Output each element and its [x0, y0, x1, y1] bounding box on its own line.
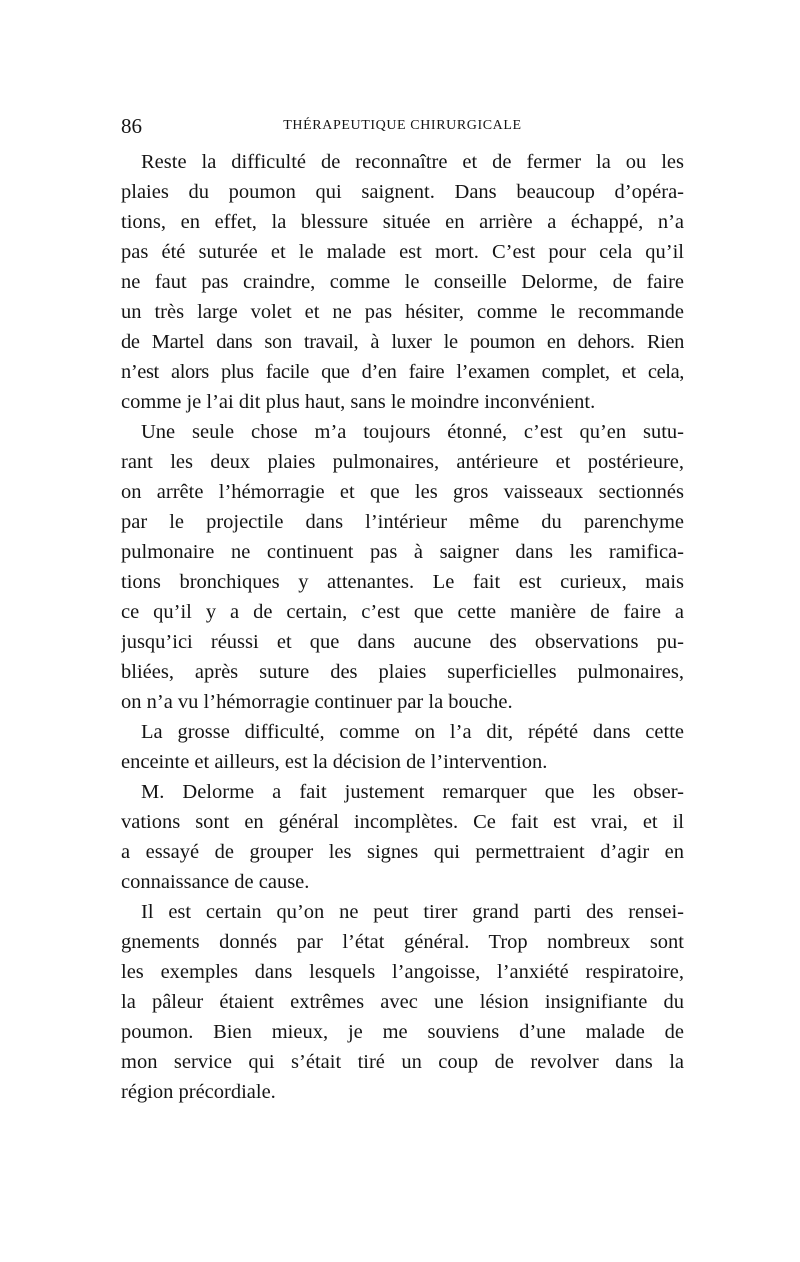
paragraph	[121, 777, 684, 897]
text-line: pulmonaire ne continuent pas à saigner dans les ramifica-	[121, 541, 684, 563]
paragraph	[121, 417, 684, 717]
text-line: rant les deux plaies pulmonaires, antérieure et postérieure,	[121, 451, 684, 473]
text-line: ce qu’il y a de certain, c’est que cette manière de faire a	[121, 601, 684, 623]
text-line: pas été suturée et le malade est mort. C’est pour cela qu’il	[121, 241, 684, 263]
text-line: comme je l’ai dit plus haut, sans le moindre inconvénient.	[121, 391, 596, 413]
text-line: a essayé de grouper les signes qui permettraient d’agir en	[121, 841, 684, 863]
text-line: on n’a vu l’hémorragie continuer par la bouche.	[121, 691, 513, 713]
text-line: ne faut pas craindre, comme le conseille Delorme, de faire	[121, 271, 684, 293]
text-line: gnements donnés par l’état général. Trop nombreux sont	[121, 931, 684, 953]
text-line: un très large volet et ne pas hésiter, comme le recommande	[121, 301, 684, 323]
text-line: par le projectile dans l’intérieur même du parenchyme	[121, 511, 684, 533]
text-line: mon service qui s’était tiré un coup de revolver dans la	[121, 1051, 684, 1073]
text-line: connaissance de cause.	[121, 871, 310, 893]
text-line: M. Delorme a fait justement remarquer que les obser-	[141, 781, 684, 803]
text-line: la pâleur étaient extrêmes avec une lésion insignifiante du	[121, 991, 684, 1013]
running-title: THÉRAPEUTIQUE CHIRURGICALE	[283, 118, 522, 133]
body-text	[121, 147, 684, 1107]
text-line: Reste la difficulté de reconnaître et de fermer la ou les	[141, 151, 684, 173]
paragraph	[121, 147, 684, 417]
page-header	[121, 113, 684, 139]
text-line: tions bronchiques y attenantes. Le fait est curieux, mais	[121, 571, 684, 593]
text-line: plaies du poumon qui saignent. Dans beaucoup d’opéra-	[121, 181, 684, 203]
text-line: La grosse difficulté, comme on l’a dit, répété dans cette	[141, 721, 684, 743]
paragraph	[121, 717, 684, 777]
paragraph	[121, 897, 684, 1107]
text-line: les exemples dans lesquels l’angoisse, l’anxiété respiratoire,	[121, 961, 684, 983]
text-line: enceinte et ailleurs, est la décision de l’intervention.	[121, 751, 548, 773]
text-line: bliées, après suture des plaies superficielles pulmonaires,	[121, 661, 684, 683]
text-line: jusqu’ici réussi et que dans aucune des observations pu-	[121, 631, 684, 653]
text-line: Une seule chose m’a toujours étonné, c’est qu’en sutu-	[141, 421, 684, 443]
text-line: poumon. Bien mieux, je me souviens d’une malade de	[121, 1021, 684, 1043]
text-line: de Martel dans son travail, à luxer le poumon en dehors. Rien	[121, 331, 684, 353]
text-line: tions, en effet, la blessure située en arrière a échappé, n’a	[121, 211, 684, 233]
text-line: vations sont en général incomplètes. Ce fait est vrai, et il	[121, 811, 684, 833]
text-line: n’est alors plus facile que d’en faire l’examen complet, et cela,	[121, 361, 684, 383]
text-line: Il est certain qu’on ne peut tirer grand parti des rensei-	[141, 901, 684, 923]
text-line: région précordiale.	[121, 1081, 276, 1103]
page-number: 86	[121, 114, 142, 138]
text-line: on arrête l’hémorragie et que les gros vaisseaux sectionnés	[121, 481, 684, 503]
